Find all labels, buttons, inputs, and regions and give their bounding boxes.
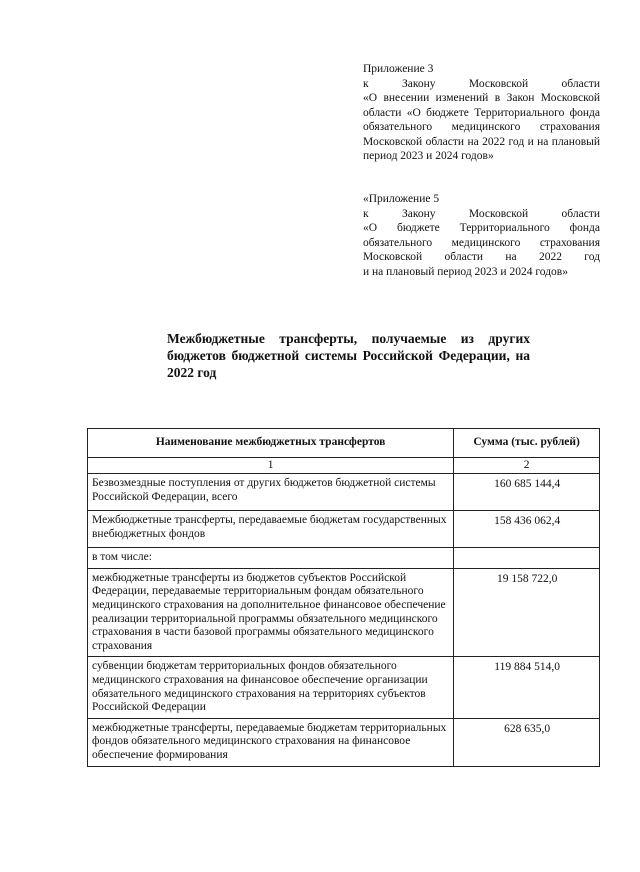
appendix-5-law-text-end: и на плановый период 2023 и 2024 годов» xyxy=(363,265,568,278)
row-amount: 19 158 722,0 xyxy=(454,568,600,657)
column-number-2: 2 xyxy=(454,457,600,474)
table-row xyxy=(88,548,600,569)
appendix-3-label: Приложение 3 xyxy=(363,63,434,75)
row-amount: 158 436 062,4 xyxy=(454,511,600,548)
row-amount: 119 884 514,0 xyxy=(454,657,600,718)
row-name: субвенции бюджетам территориальных фондов обязательного медицинского страхования на финансовое обеспечение организации обязательного медицинского страхования на территориях субъектов Российской Федерации xyxy=(88,657,454,718)
header-name: Наименование межбюджетных трансфертов xyxy=(88,429,454,458)
column-number-row xyxy=(88,457,600,474)
appendix-5-law-line: к Закону Московской области xyxy=(363,207,600,220)
appendix-5-reference xyxy=(363,192,600,279)
appendix-3-law-text: «О внесении изменений в Закон Московской области «О бюджете Территориального фонда обязательного медицинского страхования Московской области на 2022 год и на плановый период 2023 и 2024 годов» xyxy=(363,92,600,162)
table-header-row xyxy=(88,429,600,458)
document-title: Межбюджетные трансферты, получаемые из других бюджетов бюджетной системы Российской Федерации, на 2022 год xyxy=(167,331,530,380)
row-name: Межбюджетные трансферты, передаваемые бюджетам государственных внебюджетных фондов xyxy=(88,511,454,548)
row-name: межбюджетные трансферты из бюджетов субъектов Российской Федерации, передаваемые территориальным фондам обязательного медицинского страхования на дополнительное финансовое обеспечение реализации территориальной программы обязательного медицинского страхования в части базовой программы обязательного медицинского страхования xyxy=(88,568,454,657)
row-name: Безвозмездные поступления от других бюджетов бюджетной системы Российской Федерации, всего xyxy=(88,474,454,511)
appendix-3-reference xyxy=(363,62,600,164)
appendix-5-law-text: «О бюджете Территориального фонда обязательного медицинского страхования Московской области на 2022 год xyxy=(363,222,600,263)
table-row xyxy=(88,657,600,718)
column-number-1: 1 xyxy=(88,457,454,474)
appendix-3-law-line: к Закону Московской области xyxy=(363,77,600,90)
row-amount: 160 685 144,4 xyxy=(454,474,600,511)
header-amount: Сумма (тыс. рублей) xyxy=(454,429,600,458)
table-row xyxy=(88,718,600,766)
row-amount: 628 635,0 xyxy=(454,718,600,766)
table-row xyxy=(88,474,600,511)
row-name: в том числе: xyxy=(88,548,454,569)
row-amount xyxy=(454,548,600,569)
row-name: межбюджетные трансферты, передаваемые бюджетам территориальных фондов обязательного медицинского страхования на финансовое обеспечение формирования xyxy=(88,718,454,766)
table-row xyxy=(88,568,600,657)
table-row xyxy=(88,511,600,548)
appendix-5-label: «Приложение 5 xyxy=(363,193,440,205)
transfers-table xyxy=(87,428,600,767)
